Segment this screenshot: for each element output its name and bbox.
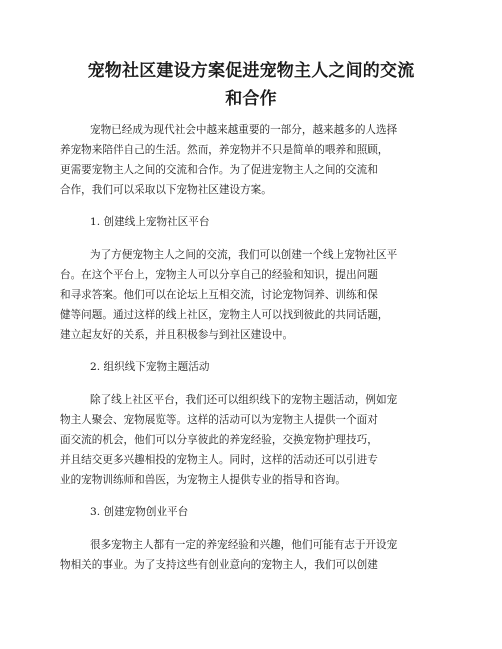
section-line: 物主人聚会、宠物展览等。这样的活动可以为宠物主人提供一个面对 <box>60 414 378 426</box>
intro-line: 养宠物来陪伴自己的生活。然而，养宠物并不只是简单的喂养和照顾， <box>60 144 389 156</box>
section-line: 为了方便宠物主人之间的交流，我们可以创建一个线上宠物社区平 <box>90 249 398 261</box>
section-heading: 1. 创建线上宠物社区平台 <box>90 216 210 228</box>
section-line: 和寻求答案。他们可以在论坛上互相交流，讨论宠物饲养、训练和保 <box>60 289 378 301</box>
section-line: 业的宠物训练师和兽医，为宠物主人提供专业的指导和咨询。 <box>60 474 347 486</box>
intro-line: 更需要宠物主人之间的交流和合作。为了促进宠物主人之间的交流和 <box>60 164 378 176</box>
section-line: 除了线上社区平台，我们还可以组织线下的宠物主题活动，例如宠 <box>90 394 398 406</box>
section-heading: 3. 创建宠物创业平台 <box>90 506 189 518</box>
section-line: 面交流的机会，他们可以分享彼此的养宠经验，交换宠物护理技巧， <box>60 434 378 446</box>
document-title-line2: 和合作 <box>225 89 277 109</box>
section-line: 建立起友好的关系，并且积极参与到社区建设中。 <box>60 329 294 341</box>
section-line: 物相关的事业。为了支持这些有创业意向的宠物主人，我们可以创建 <box>60 559 378 571</box>
intro-line: 合作，我们可以采取以下宠物社区建设方案。 <box>60 184 272 196</box>
section-line: 台。在这个平台上，宠物主人可以分享自己的经验和知识，提出问题 <box>60 269 378 281</box>
intro-line: 宠物已经成为现代社会中越来越重要的一部分，越来越多的人选择 <box>90 124 398 136</box>
section-line: 健等问题。通过这样的线上社区，宠物主人可以找到彼此的共同话题， <box>60 309 389 321</box>
document-title-line1: 宠物社区建设方案促进宠物主人之间的交流 <box>87 61 415 81</box>
section-line: 并且结交更多兴趣相投的宠物主人。同时，这样的活动还可以引进专 <box>60 454 378 466</box>
section-line: 很多宠物主人都有一定的养宠经验和兴趣，他们可能有志于开设宠 <box>90 539 398 551</box>
section-heading: 2. 组织线下宠物主题活动 <box>90 361 210 373</box>
